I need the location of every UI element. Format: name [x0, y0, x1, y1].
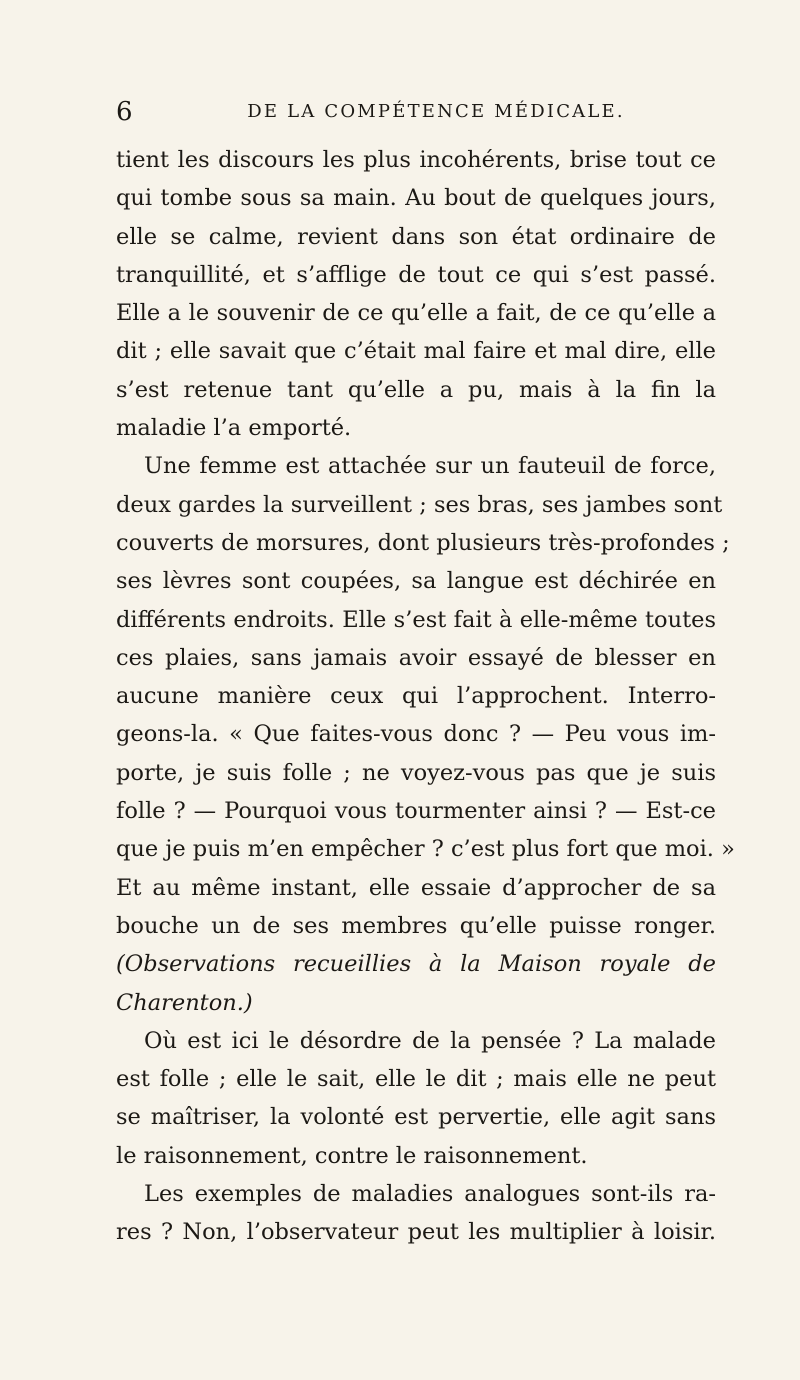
page-number: 6 [116, 97, 133, 127]
text-line: bouche un de ses membres qu’elle puisse ronger. [116, 912, 716, 939]
text-line: que je puis m’en empêcher ? c’est plus fort que moi. » [116, 836, 735, 863]
text-line: tranquillité, et s’afflige de tout ce qui s’est passé. [116, 261, 716, 288]
text-line: res ? Non, l’observateur peut les multiplier à loisir. [116, 1219, 716, 1246]
text-line: Où est ici le désordre de la pensée ? La malade [144, 1027, 716, 1054]
text-line: se maîtriser, la volonté est pervertie, elle agit sans [116, 1104, 716, 1131]
text-line: différents endroits. Elle s’est fait à elle-même toutes [116, 606, 716, 633]
text-line: geons-la. « Que faites-vous donc ? — Peu vous im- [116, 721, 716, 748]
text-line: ces plaies, sans jamais avoir essayé de blesser en [116, 644, 716, 671]
text-line: dit ; elle savait que c’était mal faire et mal dire, elle [116, 338, 716, 365]
text-line: tient les discours les plus incohérents, brise tout ce [116, 147, 716, 173]
text-line: porte, je suis folle ; ne voyez-vous pas que je suis [116, 759, 716, 786]
text-line: maladie l’a emporté. [116, 415, 352, 442]
running-head [116, 96, 716, 128]
text-line: qui tombe sous sa main. Au bout de quelques jours, [116, 185, 716, 212]
text-line: Charenton.) [116, 989, 253, 1016]
text-line: aucune manière ceux qui l’approchent. Interro- [116, 683, 716, 710]
text-line: s’est retenue tant qu’elle a pu, mais à la fin la [116, 376, 716, 403]
text-line: elle se calme, revient dans son état ordinaire de [116, 223, 716, 250]
text-line: folle ? — Pourquoi vous tourmenter ainsi ? — Est-ce [116, 798, 716, 825]
text-line: ses lèvres sont coupées, sa langue est déchirée en [116, 568, 716, 595]
text-line: Et au même instant, elle essaie d’approcher de sa [116, 874, 716, 901]
text-line: (Observations recueillies à la Maison royale de [116, 951, 716, 978]
text-line: couverts de morsures, dont plusieurs très-profondes ; [116, 529, 730, 556]
text-line: deux gardes la surveillent ; ses bras, ses jambes sont [116, 491, 723, 518]
text-line: le raisonnement, contre le raisonnement. [116, 1142, 588, 1169]
text-line: Une femme est attachée sur un fauteuil de force, [144, 453, 716, 480]
text-line: Les exemples de maladies analogues sont-ils ra- [144, 1181, 716, 1208]
body-text [116, 141, 735, 1252]
text-line: Elle a le souvenir de ce qu’elle a fait, de ce qu’elle a [116, 300, 716, 327]
text-line: est folle ; elle le sait, elle le dit ; mais elle ne peut [116, 1066, 716, 1093]
running-title: DE LA COMPÉTENCE MÉDICALE. [247, 101, 625, 122]
